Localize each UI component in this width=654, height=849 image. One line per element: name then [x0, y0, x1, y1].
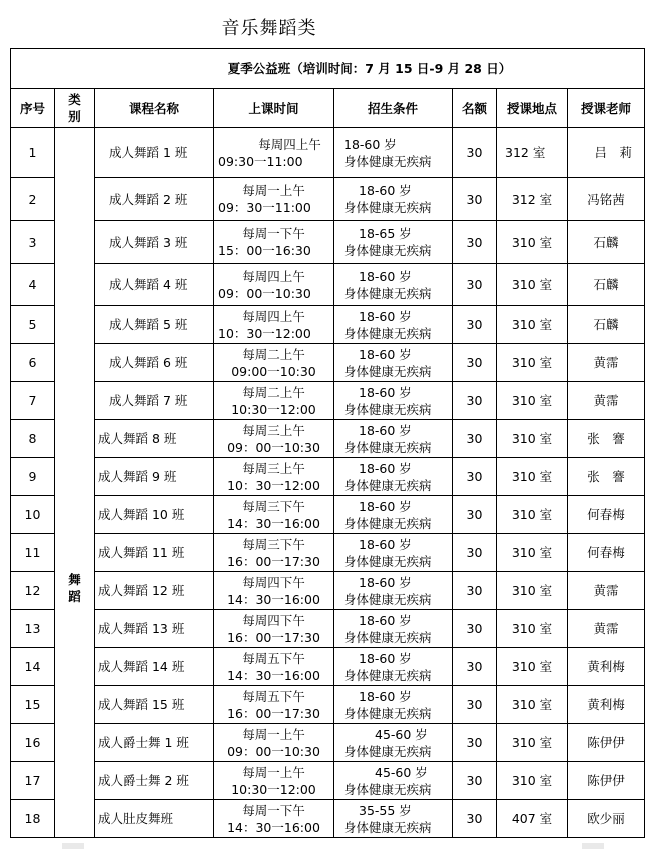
row-index: 17	[11, 762, 55, 800]
health-requirement: 身体健康无疾病	[344, 200, 432, 215]
course-name-text: 成人舞蹈 15 班	[98, 697, 185, 712]
class-time	[214, 420, 334, 458]
teacher: 冯铭茜	[568, 178, 645, 221]
course-name	[95, 572, 214, 610]
age-range: 18-60 岁	[359, 612, 412, 628]
quota: 30	[453, 306, 497, 344]
enroll-condition	[334, 420, 453, 458]
class-time	[214, 496, 334, 534]
class-day: 每周四上午	[242, 268, 305, 284]
enroll-condition	[334, 762, 453, 800]
location: 407 室	[497, 800, 568, 838]
enroll-condition	[334, 178, 453, 221]
health-requirement: 身体健康无疾病	[344, 477, 432, 493]
table-row	[11, 420, 645, 458]
class-day: 每周一上午	[242, 183, 305, 198]
class-day: 每周一上午	[242, 764, 305, 780]
class-day: 每周一下午	[242, 226, 305, 241]
row-index: 3	[11, 221, 55, 264]
table-row	[11, 800, 645, 838]
header-quota: 名额	[453, 89, 497, 128]
age-range: 18-60 岁	[359, 536, 412, 552]
location: 310 室	[497, 221, 568, 264]
table-row	[11, 762, 645, 800]
page-footer-mark	[62, 843, 84, 849]
class-hours: 10：30一12:00	[218, 325, 311, 341]
class-time	[214, 128, 334, 178]
header-index: 序号	[11, 89, 55, 128]
age-range: 18-65 岁	[359, 226, 412, 241]
class-day: 每周二上午	[242, 384, 305, 400]
class-day: 每周三下午	[242, 536, 305, 552]
location: 310 室	[497, 420, 568, 458]
course-name-text: 成人舞蹈 9 班	[98, 469, 177, 484]
class-hours: 10:30一12:00	[231, 781, 316, 797]
enroll-condition	[334, 221, 453, 264]
enroll-condition	[334, 686, 453, 724]
row-index: 15	[11, 686, 55, 724]
class-day: 每周四上午	[242, 308, 305, 324]
enroll-condition	[334, 382, 453, 420]
class-hours: 14：30一16:00	[227, 591, 320, 607]
course-name-text: 成人舞蹈 6 班	[109, 355, 188, 370]
course-name	[95, 221, 214, 264]
location: 310 室	[497, 534, 568, 572]
quota: 30	[453, 420, 497, 458]
table-row	[11, 178, 645, 221]
table-row	[11, 458, 645, 496]
health-requirement: 身体健康无疾病	[344, 285, 432, 301]
class-time	[214, 306, 334, 344]
page-footer-mark	[582, 843, 604, 849]
location: 310 室	[497, 306, 568, 344]
page-title-text: 音乐舞蹈类	[221, 18, 317, 39]
class-time	[214, 534, 334, 572]
age-range: 35-55 岁	[359, 802, 412, 818]
enroll-condition	[334, 128, 453, 178]
class-hours: 10：30一12:00	[227, 477, 320, 493]
quota: 30	[453, 458, 497, 496]
location: 310 室	[497, 344, 568, 382]
course-name	[95, 458, 214, 496]
quota: 30	[453, 344, 497, 382]
quota: 30	[453, 382, 497, 420]
quota: 30	[453, 572, 497, 610]
row-index: 12	[11, 572, 55, 610]
table-row	[11, 534, 645, 572]
age-range: 18-60 岁	[359, 183, 412, 198]
table-row	[11, 221, 645, 264]
location: 312 室	[497, 178, 568, 221]
enroll-condition	[334, 800, 453, 838]
row-index: 1	[11, 128, 55, 178]
class-time	[214, 648, 334, 686]
class-day: 每周四上午	[258, 136, 321, 152]
location: 312 室	[497, 128, 568, 178]
course-name	[95, 306, 214, 344]
class-time	[214, 344, 334, 382]
header-course: 课程名称	[95, 89, 214, 128]
class-hours: 16：00一17:30	[227, 629, 320, 645]
class-time	[214, 221, 334, 264]
class-day: 每周三上午	[242, 422, 305, 438]
health-requirement: 身体健康无疾病	[344, 439, 432, 455]
row-index: 13	[11, 610, 55, 648]
class-hours: 14：30一16:00	[227, 515, 320, 531]
course-name-text: 成人舞蹈 2 班	[109, 191, 188, 207]
location: 310 室	[497, 572, 568, 610]
table-row	[11, 686, 645, 724]
age-range: 18-60 岁	[359, 308, 412, 324]
table-row	[11, 128, 645, 178]
quota: 30	[453, 128, 497, 178]
course-name-text: 成人舞蹈 5 班	[109, 317, 188, 332]
table-row	[11, 572, 645, 610]
teacher: 何春梅	[568, 534, 645, 572]
location: 310 室	[497, 648, 568, 686]
teacher: 张 謇	[568, 420, 645, 458]
health-requirement: 身体健康无疾病	[344, 153, 432, 169]
row-index: 8	[11, 420, 55, 458]
row-index: 11	[11, 534, 55, 572]
health-requirement: 身体健康无疾病	[344, 363, 432, 379]
row-index: 18	[11, 800, 55, 838]
health-requirement: 身体健康无疾病	[344, 553, 432, 569]
row-index: 2	[11, 178, 55, 221]
course-name	[95, 686, 214, 724]
table-row	[11, 648, 645, 686]
health-requirement: 身体健康无疾病	[344, 515, 432, 531]
course-name	[95, 496, 214, 534]
teacher: 黄霈	[568, 344, 645, 382]
course-name-text: 成人舞蹈 1 班	[109, 145, 188, 160]
class-day: 每周四下午	[242, 574, 305, 590]
course-name	[95, 762, 214, 800]
class-time	[214, 178, 334, 221]
age-range: 18-60 岁	[359, 346, 412, 362]
location: 310 室	[497, 724, 568, 762]
course-name	[95, 610, 214, 648]
location: 310 室	[497, 458, 568, 496]
class-time	[214, 724, 334, 762]
teacher: 石麟	[568, 221, 645, 264]
enroll-condition	[334, 572, 453, 610]
class-time	[214, 264, 334, 306]
course-name-text: 成人舞蹈 4 班	[109, 277, 188, 292]
course-name	[95, 420, 214, 458]
course-name-text: 成人肚皮舞班	[98, 811, 174, 826]
teacher: 吕 莉	[568, 128, 645, 178]
banner-text: 夏季公益班（培训时间：7 月 15 日-9 月 28 日）	[227, 61, 512, 76]
course-name	[95, 800, 214, 838]
course-name-text: 成人舞蹈 14 班	[98, 659, 185, 674]
location: 310 室	[497, 382, 568, 420]
table-row	[11, 724, 645, 762]
health-requirement: 身体健康无疾病	[344, 705, 432, 721]
course-name-text: 成人舞蹈 7 班	[109, 393, 188, 408]
quota: 30	[453, 264, 497, 306]
age-range: 18-60 岁	[359, 268, 412, 284]
table-row	[11, 496, 645, 534]
table-row	[11, 306, 645, 344]
course-name	[95, 648, 214, 686]
location: 310 室	[497, 686, 568, 724]
teacher: 黄霈	[568, 382, 645, 420]
quota: 30	[453, 178, 497, 221]
location: 310 室	[497, 496, 568, 534]
class-day: 每周二上午	[242, 346, 305, 362]
row-index: 5	[11, 306, 55, 344]
course-name-text: 成人舞蹈 3 班	[109, 234, 188, 250]
row-index: 4	[11, 264, 55, 306]
location: 310 室	[497, 610, 568, 648]
class-hours: 16：00一17:30	[227, 705, 320, 721]
quota: 30	[453, 800, 497, 838]
class-hours: 09：00一10:30	[218, 285, 311, 301]
class-day: 每周三上午	[242, 460, 305, 476]
quota: 30	[453, 610, 497, 648]
teacher: 陈伊伊	[568, 724, 645, 762]
class-time	[214, 800, 334, 838]
class-time	[214, 382, 334, 420]
enroll-condition	[334, 264, 453, 306]
age-range: 18-60 岁	[359, 460, 412, 476]
class-hours: 09:00一10:30	[231, 363, 316, 379]
quota: 30	[453, 648, 497, 686]
location: 310 室	[497, 762, 568, 800]
age-range: 18-60 岁	[359, 574, 412, 590]
header-category	[55, 89, 95, 128]
course-name-text: 成人舞蹈 10 班	[98, 507, 185, 522]
row-index: 16	[11, 724, 55, 762]
age-range: 18-60 岁	[359, 384, 412, 400]
teacher: 石麟	[568, 264, 645, 306]
header-location: 授课地点	[497, 89, 568, 128]
age-range: 18-60 岁	[359, 650, 412, 666]
class-time	[214, 610, 334, 648]
location: 310 室	[497, 264, 568, 306]
table-row	[11, 264, 645, 306]
health-requirement: 身体健康无疾病	[344, 629, 432, 645]
course-name-text: 成人舞蹈 8 班	[98, 431, 177, 446]
teacher: 黄利梅	[568, 686, 645, 724]
header-row	[11, 89, 645, 128]
class-day: 每周一上午	[242, 726, 305, 742]
class-time	[214, 686, 334, 724]
class-day: 每周一下午	[242, 802, 305, 818]
header-category-text: 类别	[68, 92, 81, 124]
age-range: 45-60 岁	[375, 726, 428, 742]
quota: 30	[453, 686, 497, 724]
enroll-condition	[334, 610, 453, 648]
banner-row	[11, 49, 645, 89]
row-index: 10	[11, 496, 55, 534]
course-name	[95, 382, 214, 420]
class-day: 每周四下午	[242, 612, 305, 628]
quota: 30	[453, 221, 497, 264]
health-requirement: 身体健康无疾病	[344, 667, 432, 683]
enroll-condition	[334, 306, 453, 344]
course-name	[95, 128, 214, 178]
banner-cell	[11, 49, 645, 89]
class-hours: 15：00一16:30	[218, 243, 311, 258]
course-name	[95, 344, 214, 382]
health-requirement: 身体健康无疾病	[344, 401, 432, 417]
health-requirement: 身体健康无疾病	[344, 243, 432, 258]
age-range: 18-60 岁	[344, 136, 397, 152]
class-hours: 09:30一11:00	[218, 153, 303, 169]
class-hours: 09：00一10:30	[227, 439, 320, 455]
health-requirement: 身体健康无疾病	[344, 743, 432, 759]
table-row	[11, 344, 645, 382]
row-index: 9	[11, 458, 55, 496]
class-time	[214, 572, 334, 610]
quota: 30	[453, 762, 497, 800]
class-hours: 09：00一10:30	[227, 743, 320, 759]
course-name-text: 成人爵士舞 1 班	[98, 735, 189, 750]
enroll-condition	[334, 724, 453, 762]
course-name-text: 成人舞蹈 12 班	[98, 583, 185, 598]
teacher: 黄霈	[568, 610, 645, 648]
class-hours: 16：00一17:30	[227, 553, 320, 569]
age-range: 18-60 岁	[359, 688, 412, 704]
enroll-condition	[334, 534, 453, 572]
course-name	[95, 264, 214, 306]
header-condition: 招生条件	[334, 89, 453, 128]
quota: 30	[453, 496, 497, 534]
course-name-text: 成人舞蹈 13 班	[98, 621, 185, 636]
quota: 30	[453, 534, 497, 572]
class-hours: 09：30一11:00	[218, 200, 311, 215]
age-range: 18-60 岁	[359, 498, 412, 514]
table-row	[11, 610, 645, 648]
teacher: 黄利梅	[568, 648, 645, 686]
health-requirement: 身体健康无疾病	[344, 325, 432, 341]
class-day: 每周五下午	[242, 688, 305, 704]
age-range: 18-60 岁	[359, 422, 412, 438]
quota: 30	[453, 724, 497, 762]
teacher: 石麟	[568, 306, 645, 344]
row-index: 6	[11, 344, 55, 382]
course-schedule-table	[10, 48, 645, 838]
teacher: 黄霈	[568, 572, 645, 610]
enroll-condition	[334, 458, 453, 496]
teacher: 何春梅	[568, 496, 645, 534]
teacher: 陈伊伊	[568, 762, 645, 800]
table-row	[11, 382, 645, 420]
row-index: 7	[11, 382, 55, 420]
course-name-text: 成人爵士舞 2 班	[98, 773, 189, 788]
header-time: 上课时间	[214, 89, 334, 128]
class-day: 每周三下午	[242, 498, 305, 514]
class-hours: 14：30一16:00	[227, 667, 320, 683]
course-name-text: 成人舞蹈 11 班	[98, 545, 185, 560]
category-cell	[55, 128, 95, 838]
header-teacher: 授课老师	[568, 89, 645, 128]
health-requirement: 身体健康无疾病	[344, 781, 432, 797]
class-hours: 10:30一12:00	[231, 401, 316, 417]
row-index: 14	[11, 648, 55, 686]
class-hours: 14：30一16:00	[227, 819, 320, 835]
class-time	[214, 458, 334, 496]
teacher: 欧少丽	[568, 800, 645, 838]
health-requirement: 身体健康无疾病	[344, 819, 432, 835]
enroll-condition	[334, 648, 453, 686]
enroll-condition	[334, 344, 453, 382]
health-requirement: 身体健康无疾病	[344, 591, 432, 607]
class-day: 每周五下午	[242, 650, 305, 666]
course-name	[95, 178, 214, 221]
teacher: 张 謇	[568, 458, 645, 496]
enroll-condition	[334, 496, 453, 534]
page-title	[0, 14, 654, 40]
age-range: 45-60 岁	[375, 764, 428, 780]
class-time	[214, 762, 334, 800]
course-name	[95, 534, 214, 572]
category-text: 舞蹈	[68, 571, 81, 604]
course-name	[95, 724, 214, 762]
